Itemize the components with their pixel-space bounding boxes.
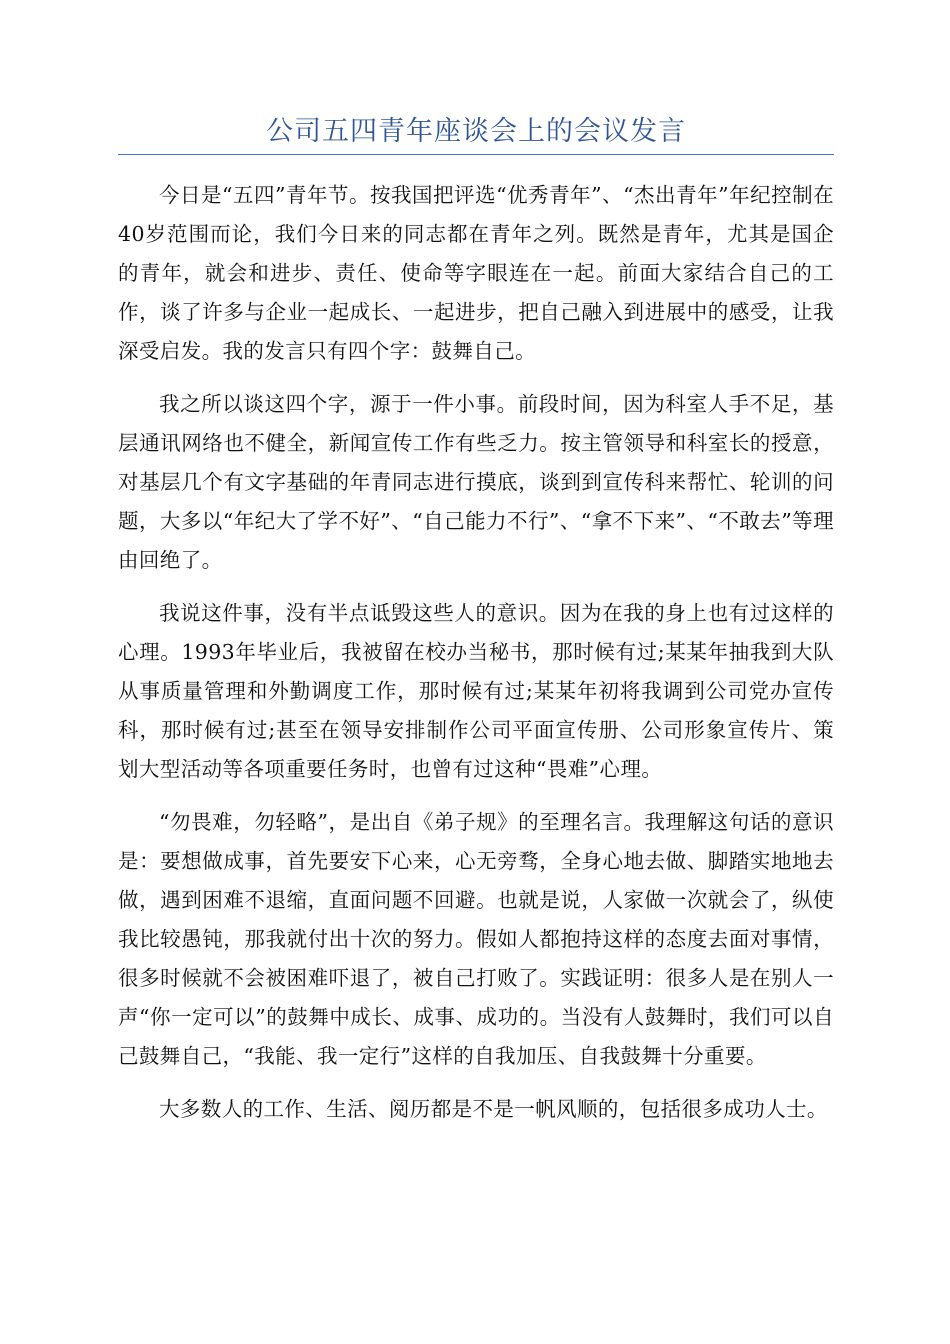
paragraph-5: 大多数人的工作、生活、阅历都是不是一帆风顺的，包括很多成功人士。 bbox=[159, 1097, 828, 1121]
paragraph-1: 今日是“五四”青年节。按我国把评选“优秀青年”、“杰出青年”年纪控制在40岁范围而论，我们今日来的同志都在青年之列。既然是青年，尤其是国企的青年，就会和进步、责任、使命等字眼连在一起。前面大家结合自己的工作，谈了许多与企业一起成长、一起进步，把自己融入到进展中的感受，让我深受启发。我的发言只有四个字：鼓舞自己。 bbox=[118, 183, 834, 363]
document-title: 公司五四青年座谈会上的会议发言 bbox=[266, 116, 686, 147]
paragraph-3: 我说这件事，没有半点诋毁这些人的意识。因为在我的身上也有过这样的心理。1993年毕业后，我被留在校办当秘书，那时候有过;某某年抽我到大队从事质量管理和外勤调度工作，那时候有过;某某年初将我调到公司党办宣传科，那时候有过;甚至在领导安排制作公司平面宣传册、公司形象宣传片、策划大型活动等各项重要任务时，也曾有过这种“畏难”心理。 bbox=[118, 601, 834, 781]
paragraph-4: “勿畏难，勿轻略”，是出自《弟子规》的至理名言。我理解这句话的意识是：要想做成事，首先要安下心来，心无旁骛，全身心地去做、脚踏实地地去做，遇到困难不退缩，直面问题不回避。也就是说，人家做一次就会了，纵使我比较愚钝，那我就付出十次的努力。假如人都抱持这样的态度去面对事情，很多时候就不会被困难吓退了，被自己打败了。实践证明：很多人是在别人一声“你一定可以”的鼓舞中成长、成事、成功的。当没有人鼓舞时，我们可以自己鼓舞自己，“我能、我一定行”这样的自我加压、自我鼓舞十分重要。 bbox=[118, 810, 834, 1068]
paragraph-2: 我之所以谈这四个字，源于一件小事。前段时间，因为科室人手不足，基层通讯网络也不健全，新闻宣传工作有些乏力。按主管领导和科室长的授意，对基层几个有文字基础的年青同志进行摸底，谈到到宣传科来帮忙、轮训的问题，大多以“年纪大了学不好”、“自己能力不行”、“拿不下来”、“不敢去”等理由回绝了。 bbox=[118, 392, 834, 572]
document-body bbox=[118, 176, 834, 1143]
title-underline bbox=[118, 154, 834, 155]
